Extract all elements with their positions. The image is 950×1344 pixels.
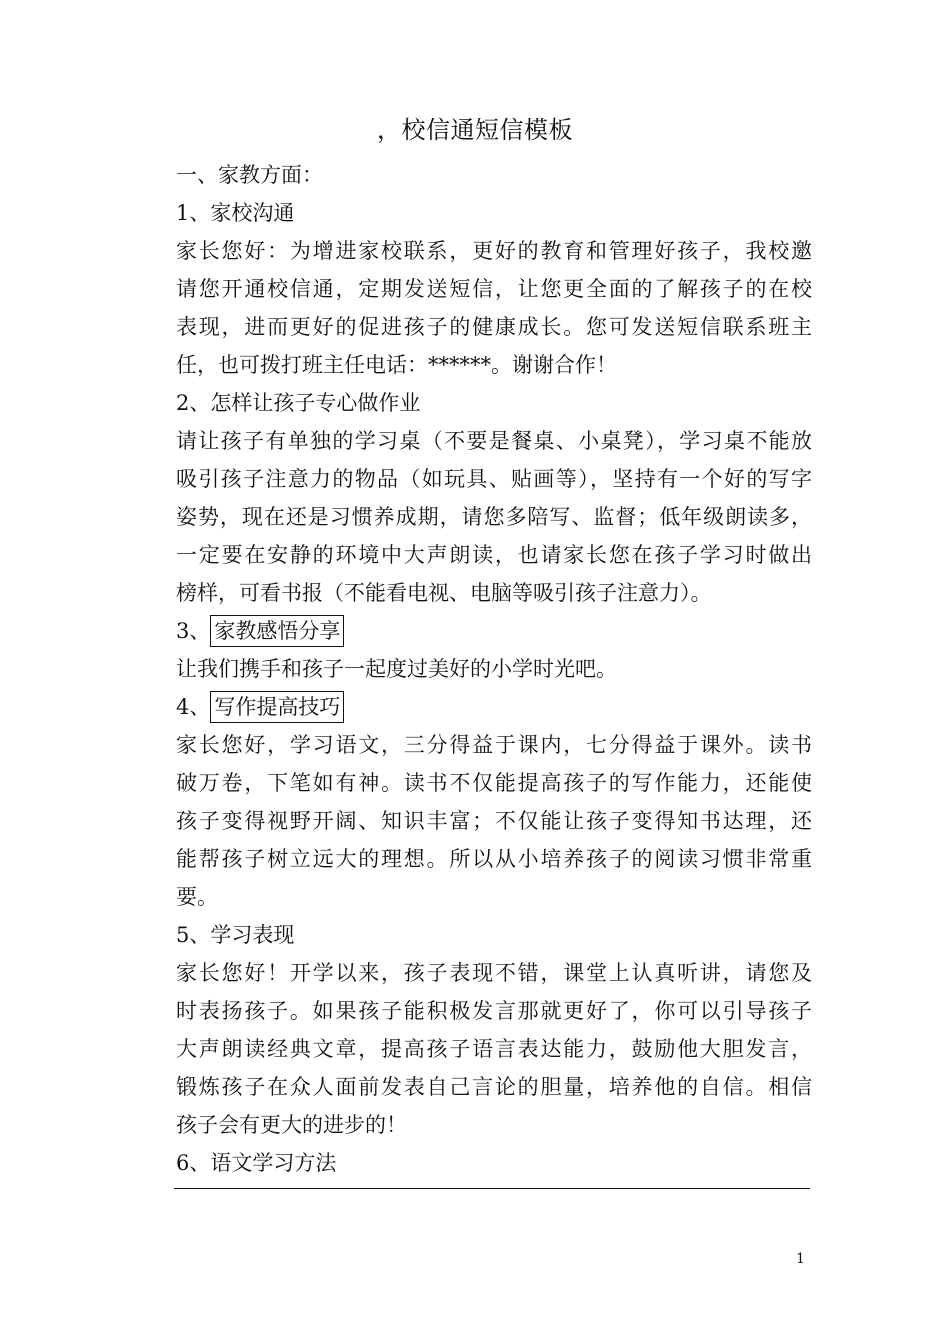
- item-heading-2: [176, 384, 812, 422]
- paragraph-line: 能帮孩子树立远大的理想。所以从小培养孩子的阅读习惯非常重: [176, 847, 812, 871]
- item-heading-6: [176, 1144, 812, 1182]
- item-number: 2、: [176, 391, 211, 415]
- item-title: 语文学习方法: [210, 1151, 337, 1175]
- item-heading-1: [176, 194, 812, 232]
- paragraph-line: 一定要在安静的环境中大声朗读，也请家长您在孩子学习时做出: [176, 543, 812, 567]
- item-title: 家校沟通: [210, 201, 295, 225]
- item-number: 4、: [176, 695, 211, 719]
- paragraph-line: 任，也可拨打班主任电话：******。谢谢合作！: [176, 353, 617, 377]
- item-heading-4: [176, 688, 812, 726]
- paragraph-line: 请您开通校信通，定期发送短信，让您更全面的了解孩子的在校: [176, 277, 812, 301]
- item-title: 怎样让孩子专心做作业: [210, 391, 421, 415]
- document-body: [176, 156, 812, 1182]
- item-number: 1、: [176, 201, 211, 225]
- paragraph-line: 吸引孩子注意力的物品（如玩具、贴画等），坚持有一个好的写字: [176, 467, 812, 491]
- paragraph-line: 请让孩子有单独的学习桌（不要是餐桌、小桌凳），学习桌不能放: [176, 429, 812, 453]
- page-number: 1: [796, 1251, 805, 1267]
- paragraph-line: 表现，进而更好的促进孩子的健康成长。您可发送短信联系班主: [176, 315, 812, 339]
- paragraph-line: 大声朗读经典文章，提高孩子语言表达能力，鼓励他大胆发言，: [176, 1037, 812, 1061]
- footer-rule: [174, 1188, 810, 1189]
- item-number: 6、: [176, 1151, 211, 1175]
- item-heading-3: [176, 612, 812, 650]
- paragraph-line: 破万卷，下笔如有神。读书不仅能提高孩子的写作能力，还能使: [176, 771, 812, 795]
- paragraph-line: 孩子变得视野开阔、知识丰富；不仅能让孩子变得知书达理，还: [176, 809, 812, 833]
- paragraph-line: 榜样，可看书报（不能看电视、电脑等吸引孩子注意力）。: [176, 581, 712, 605]
- paragraph-line: 锻炼孩子在众人面前发表自己言论的胆量，培养他的自信。相信: [176, 1075, 812, 1099]
- paragraph-line: 让我们携手和孩子一起度过美好的小学时光吧。: [176, 657, 617, 681]
- paragraph-line: 时表扬孩子。如果孩子能积极发言那就更好了，你可以引导孩子: [176, 999, 812, 1023]
- paragraph-line: 家长您好，学习语文，三分得益于课内，七分得益于课外。读书: [176, 733, 812, 757]
- paragraph-line: 家长您好！开学以来，孩子表现不错，课堂上认真听讲，请您及: [176, 961, 812, 985]
- paragraph-line: 孩子会有更大的进步的！: [176, 1113, 407, 1137]
- item-number: 5、: [176, 923, 211, 947]
- item-heading-5: [176, 916, 812, 954]
- section-heading: 一、家教方面：: [176, 163, 323, 187]
- item-title: 学习表现: [210, 923, 295, 947]
- paragraph-line: 家长您好：为增进家校联系，更好的教育和管理好孩子，我校邀: [176, 239, 812, 263]
- document-title: ，校信通短信模板: [377, 116, 573, 144]
- item-number: 3、: [176, 619, 211, 643]
- item-title-boxed: 家教感悟分享: [210, 615, 344, 647]
- paragraph-line: 要。: [176, 885, 218, 909]
- item-title-boxed: 写作提高技巧: [210, 691, 344, 723]
- paragraph-line: 姿势，现在还是习惯养成期，请您多陪写、监督；低年级朗读多，: [176, 505, 812, 529]
